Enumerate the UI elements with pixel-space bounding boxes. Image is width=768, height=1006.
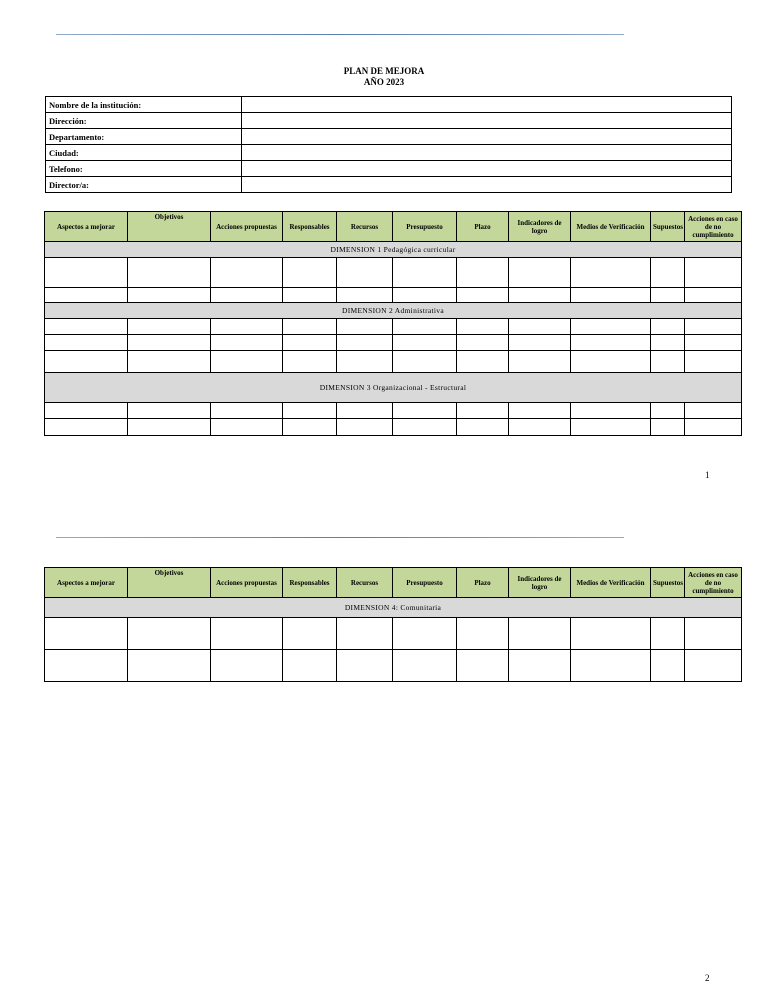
info-label: Nombre de la institución: [46,97,242,113]
title-line-1: PLAN DE MEJORA [343,66,425,76]
info-label: Telefono: [46,161,242,177]
header-acciones-incumplimiento: Acciones en caso de no cumplimiento [685,212,742,242]
table-row [45,335,742,351]
info-row [46,145,732,161]
header-presupuesto: Presupuesto [393,568,457,598]
dimension-row [45,242,742,258]
page-number-2: 2 [705,973,710,983]
dimension-row [45,373,742,403]
header-responsables: Responsables [283,212,337,242]
table-row [45,258,742,288]
document-title [0,66,768,88]
info-label: Director/a: [46,177,242,193]
header-objetivos: Objetivos [128,568,211,598]
header-indicadores: Indicadores de logro [509,212,571,242]
table-row [45,403,742,419]
page-number-1: 1 [705,470,710,480]
table-row [45,650,742,682]
info-row [46,129,732,145]
info-value [242,129,732,145]
header-responsables: Responsables [283,568,337,598]
info-label: Dirección: [46,113,242,129]
dimension-4-label: DIMENSION 4: Comunitaria [45,598,742,618]
header-rule [56,34,624,35]
header-row [45,568,742,598]
dimension-2-label: DIMENSION 2 Administrativa [45,303,742,319]
header-aspectos: Aspectos a mejorar [45,568,128,598]
dimension-1-label: DIMENSION 1 Pedagógica curricular [45,242,742,258]
header-plazo: Plazo [457,568,509,598]
info-value [242,177,732,193]
header-rule [56,537,624,538]
table-row [45,288,742,303]
header-acciones-incumplimiento: Acciones en caso de no cumplimiento [685,568,742,598]
info-row [46,161,732,177]
title-line-2: AÑO 2023 [363,77,405,87]
table-row [45,319,742,335]
header-supuestos: Supuestos [651,568,685,598]
info-value [242,161,732,177]
header-medios: Medios de Verificación [571,212,651,242]
info-value [242,97,732,113]
header-acciones: Acciones propuestas [211,568,283,598]
info-value [242,145,732,161]
info-row [46,113,732,129]
dimension-row [45,598,742,618]
header-recursos: Recursos [337,568,393,598]
info-row [46,97,732,113]
header-plazo: Plazo [457,212,509,242]
table-row [45,419,742,436]
table-row [45,618,742,650]
info-label: Ciudad: [46,145,242,161]
header-medios: Medios de Verificación [571,568,651,598]
header-row [45,212,742,242]
info-value [242,113,732,129]
header-recursos: Recursos [337,212,393,242]
dimension-3-label: DIMENSION 3 Organizacional - Estructural [45,373,742,403]
header-objetivos: Objetivos [128,212,211,242]
header-indicadores: Indicadores de logro [509,568,571,598]
info-row [46,177,732,193]
institution-info-table [45,96,732,193]
plan-table-page-2 [44,567,742,682]
header-presupuesto: Presupuesto [393,212,457,242]
plan-table-page-1 [44,211,742,436]
info-label: Departamento: [46,129,242,145]
header-acciones: Acciones propuestas [211,212,283,242]
header-supuestos: Supuestos [651,212,685,242]
header-aspectos: Aspectos a mejorar [45,212,128,242]
table-row [45,351,742,373]
dimension-row [45,303,742,319]
